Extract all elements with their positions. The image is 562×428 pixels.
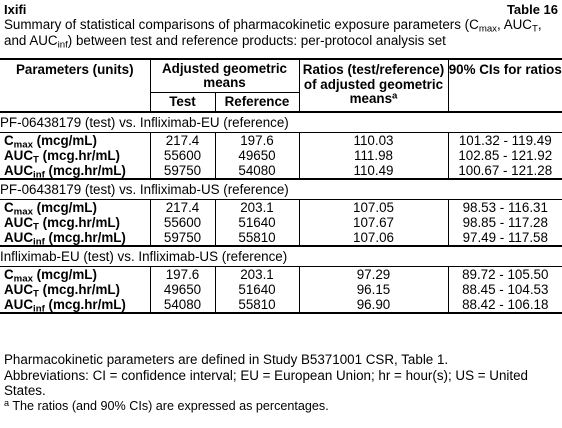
col-header-ci-label: 90% CIs for ratios: [448, 62, 562, 77]
parameter-subscript: max: [13, 206, 33, 218]
table-caption: [4, 17, 556, 48]
parameter-name: AUC: [4, 230, 34, 245]
ratio-cell: 110.03: [299, 133, 448, 149]
test-value-cell: 54080: [150, 297, 215, 313]
parameter-name: C: [4, 133, 14, 148]
table-footnotes: [4, 352, 556, 414]
ci-cell: 101.32 - 119.49: [448, 133, 562, 149]
parameter-units: (mcg.hr/mL): [44, 297, 126, 312]
document-header: [4, 2, 558, 18]
parameter-cell: [0, 148, 150, 166]
parameter-units: (mcg/mL): [32, 200, 97, 215]
reference-value-cell: 203.1: [215, 200, 299, 216]
ci-cell: 102.85 - 121.92: [448, 148, 562, 163]
table-row: [0, 200, 562, 216]
parameter-cell: [0, 267, 150, 283]
parameter-cell: [0, 163, 150, 179]
ratio-cell: 96.15: [299, 282, 448, 297]
caption-text: ) between test and reference products: per-protocol analysis set: [67, 32, 446, 48]
col-header-adjusted-gm-label: Adjusted geometric means: [161, 60, 287, 90]
parameter-name: AUC: [4, 297, 34, 312]
table-row: [0, 163, 562, 179]
parameter-units: (mcg/mL): [32, 133, 97, 148]
ratio-cell: 96.90: [299, 297, 448, 313]
parameter-cell: [0, 230, 150, 246]
footnote-marker: a: [392, 90, 398, 102]
parameter-units: (mcg/mL): [32, 267, 97, 282]
footnote-marker: a: [4, 397, 10, 408]
ci-cell: 98.85 - 117.28: [448, 215, 562, 230]
reference-value-cell: 54080: [215, 163, 299, 179]
parameter-subscript: T: [33, 221, 39, 233]
parameter-cell: [0, 297, 150, 313]
parameter-cell: [0, 215, 150, 233]
reference-value-cell: 51640: [215, 215, 299, 230]
ratio-cell: 107.05: [299, 200, 448, 216]
parameter-subscript: inf: [33, 236, 45, 248]
parameter-cell: [0, 133, 150, 149]
table-row: [0, 148, 562, 163]
col-header-test-label: Test: [169, 93, 196, 109]
reference-value-cell: 203.1: [215, 267, 299, 283]
col-header-reference-label: Reference: [224, 93, 290, 109]
caption-subscript: inf: [57, 38, 68, 50]
ratio-cell: 107.06: [299, 230, 448, 246]
table-row: [0, 267, 562, 283]
footnote-definitions: Pharmacokinetic parameters are defined in Study B5371001 CSR, Table 1.: [4, 352, 449, 367]
parameter-cell: [0, 282, 150, 300]
test-value-cell: 59750: [150, 163, 215, 179]
col-header-ratios-label: Ratios (test/reference) of adjusted geometric means: [302, 62, 445, 106]
parameter-subscript: max: [13, 139, 33, 151]
caption-subscript: T: [531, 23, 538, 35]
product-name: Ixifi: [4, 2, 27, 17]
test-value-cell: 197.6: [150, 267, 215, 283]
col-header-adjusted-gm: [150, 59, 299, 93]
test-value-cell: 49650: [150, 282, 215, 297]
parameter-units: (mcg.hr/mL): [44, 163, 126, 178]
parameter-subscript: T: [33, 288, 39, 300]
parameter-subscript: inf: [33, 303, 45, 315]
parameter-units: (mcg.hr/mL): [44, 230, 126, 245]
parameter-name: AUC: [4, 282, 34, 297]
footnote-abbreviations: Abbreviations: CI = confidence interval; EU = European Union; hr = hour(s); US = United States.: [4, 367, 529, 398]
table-row: [0, 282, 562, 297]
parameter-name: AUC: [4, 148, 34, 163]
ratio-cell: 107.67: [299, 215, 448, 230]
ratio-cell: 110.49: [299, 163, 448, 179]
ci-cell: 97.49 - 117.58: [448, 230, 562, 246]
parameter-subscript: T: [33, 154, 39, 166]
parameter-name: C: [4, 267, 14, 282]
table-row: [0, 297, 562, 313]
reference-value-cell: 197.6: [215, 133, 299, 149]
parameter-units: (mcg.hr/mL): [38, 148, 120, 163]
col-header-parameters: [0, 59, 150, 112]
test-value-cell: 59750: [150, 230, 215, 246]
col-header-ratios: [299, 59, 448, 112]
footnote-a-text: The ratios (and 90% CIs) are expressed as percentages.: [9, 398, 329, 413]
ratio-cell: 97.29: [299, 267, 448, 283]
table-row: [0, 133, 562, 149]
col-header-ci: [448, 59, 562, 112]
table-number: Table 16: [506, 2, 558, 17]
parameter-name: C: [4, 200, 14, 215]
reference-value-cell: 55810: [215, 230, 299, 246]
parameter-name: AUC: [4, 163, 34, 178]
table-row: [0, 215, 562, 230]
parameter-name: AUC: [4, 215, 34, 230]
section-title: Infliximab-EU (test) vs. Infliximab-US (reference): [0, 246, 562, 267]
section-title: PF-06438179 (test) vs. Infliximab-EU (reference): [0, 112, 562, 133]
caption-subscript: max: [478, 23, 497, 35]
parameter-subscript: max: [13, 273, 33, 285]
test-value-cell: 217.4: [150, 200, 215, 216]
ci-cell: 88.42 - 106.18: [448, 297, 562, 313]
test-value-cell: 55600: [150, 215, 215, 230]
ci-cell: 98.53 - 116.31: [448, 200, 562, 216]
parameter-units: (mcg.hr/mL): [38, 282, 120, 297]
col-header-parameters-label: Parameters (units): [15, 62, 134, 77]
parameter-cell: [0, 200, 150, 216]
test-value-cell: 217.4: [150, 133, 215, 149]
ratio-cell: 111.98: [299, 148, 448, 163]
caption-text: , and AUC: [4, 17, 542, 48]
footnote-a: [4, 399, 556, 415]
section-title: PF-06438179 (test) vs. Infliximab-US (reference): [0, 179, 562, 200]
ci-cell: 88.45 - 104.53: [448, 282, 562, 297]
col-header-test: [150, 93, 215, 113]
caption-text: Summary of statistical comparisons of pharmacokinetic exposure parameters (C: [4, 17, 479, 32]
parameter-subscript: inf: [33, 169, 45, 181]
ci-cell: 100.67 - 121.28: [448, 163, 562, 179]
ci-cell: 89.72 - 105.50: [448, 267, 562, 283]
parameter-units: (mcg.hr/mL): [38, 215, 120, 230]
reference-value-cell: 51640: [215, 282, 299, 297]
pk-comparison-table: [0, 58, 562, 314]
reference-value-cell: 55810: [215, 297, 299, 313]
col-header-reference: [215, 93, 299, 113]
reference-value-cell: 49650: [215, 148, 299, 163]
caption-text: , AUC: [497, 17, 532, 32]
test-value-cell: 55600: [150, 148, 215, 163]
table-row: [0, 230, 562, 246]
